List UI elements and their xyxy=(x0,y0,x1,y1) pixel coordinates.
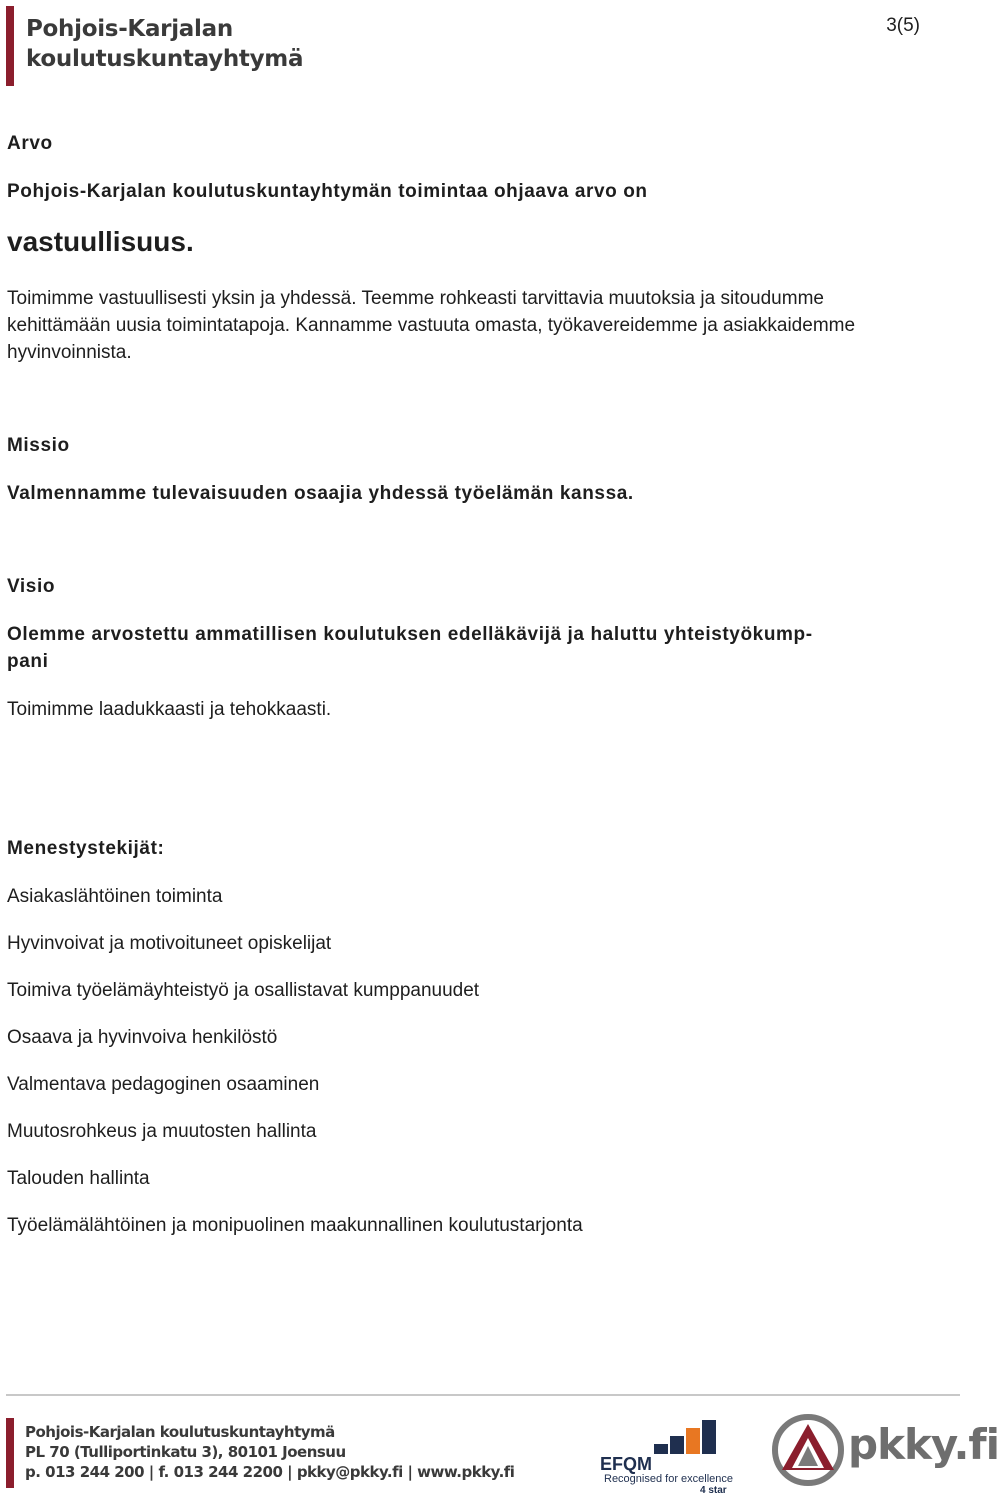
footer-contact-block xyxy=(25,1422,514,1482)
arvo-body-line-2: kehittämään uusia toimintatapoja. Kannamme vastuuta omasta, työkavereidemme ja asiakkaidemme xyxy=(7,315,856,336)
page-number: 3(5) xyxy=(886,15,920,36)
organization-logo xyxy=(26,14,303,74)
logo-line-1: Pohjois-Karjalan xyxy=(26,16,233,42)
footer-contact: p. 013 244 200 | f. 013 244 2200 | pkky@pkky.fi | www.pkky.fi xyxy=(25,1463,515,1481)
efqm-logo xyxy=(600,1418,740,1496)
list-item: Osaava ja hyvinvoiva henkilöstö xyxy=(7,1027,278,1048)
pkky-emblem-icon xyxy=(772,1414,844,1486)
missio-heading: Missio xyxy=(7,435,70,456)
logo-line-2: koulutuskuntayhtymä xyxy=(26,46,304,72)
arvo-body-line-1: Toimimme vastuullisesti yksin ja yhdessä. Teemme rohkeasti tarvittavia muutoksia ja sitoudumme xyxy=(7,288,824,309)
footer-divider xyxy=(6,1394,960,1396)
efqm-star-rating: 4 star xyxy=(700,1485,727,1496)
list-item: Toimiva työelämäyhteistyö ja osallistavat kumppanuudet xyxy=(7,980,480,1001)
visio-text-line-2: pani xyxy=(7,651,49,672)
arvo-heading: Arvo xyxy=(7,133,53,154)
list-item: Työelämälähtöinen ja monipuolinen maakunnallinen koulutustarjonta xyxy=(7,1215,583,1236)
list-item: Talouden hallinta xyxy=(7,1168,150,1189)
visio-body: Toimimme laadukkaasti ja tehokkaasti. xyxy=(7,699,332,720)
footer-address: PL 70 (Tulliportinkatu 3), 80101 Joensuu xyxy=(25,1443,346,1461)
arvo-intro: Pohjois-Karjalan koulutuskuntayhtymän toimintaa ohjaava arvo on xyxy=(7,181,648,202)
efqm-subtitle: Recognised for excellence xyxy=(604,1473,734,1485)
list-item: Hyvinvoivat ja motivoituneet opiskelijat xyxy=(7,933,332,954)
efqm-staircase-icon xyxy=(600,1418,740,1458)
list-item: Asiakaslähtöinen toiminta xyxy=(7,886,223,907)
visio-heading: Visio xyxy=(7,576,56,597)
menestystekijat-heading: Menestystekijät: xyxy=(7,838,165,859)
list-item: Muutosrohkeus ja muutosten hallinta xyxy=(7,1121,317,1142)
footer-brand-bar xyxy=(6,1418,14,1488)
missio-text: Valmennamme tulevaisuuden osaajia yhdessä työelämän kanssa. xyxy=(7,483,634,504)
brand-bar xyxy=(6,6,14,86)
pkky-wordmark: pkky.fi xyxy=(848,1420,999,1469)
visio-text-line-1: Olemme arvostettu ammatillisen koulutuksen edelläkävijä ja haluttu yhteistyökump- xyxy=(7,624,813,645)
list-item: Valmentava pedagoginen osaaminen xyxy=(7,1074,320,1095)
arvo-body-line-3: hyvinvoinnista. xyxy=(7,342,132,363)
footer-org-name: Pohjois-Karjalan koulutuskuntayhtymä xyxy=(25,1423,335,1441)
efqm-label: EFQM xyxy=(600,1454,652,1474)
pkky-logo xyxy=(772,1414,999,1490)
arvo-value: vastuullisuus. xyxy=(7,226,194,257)
